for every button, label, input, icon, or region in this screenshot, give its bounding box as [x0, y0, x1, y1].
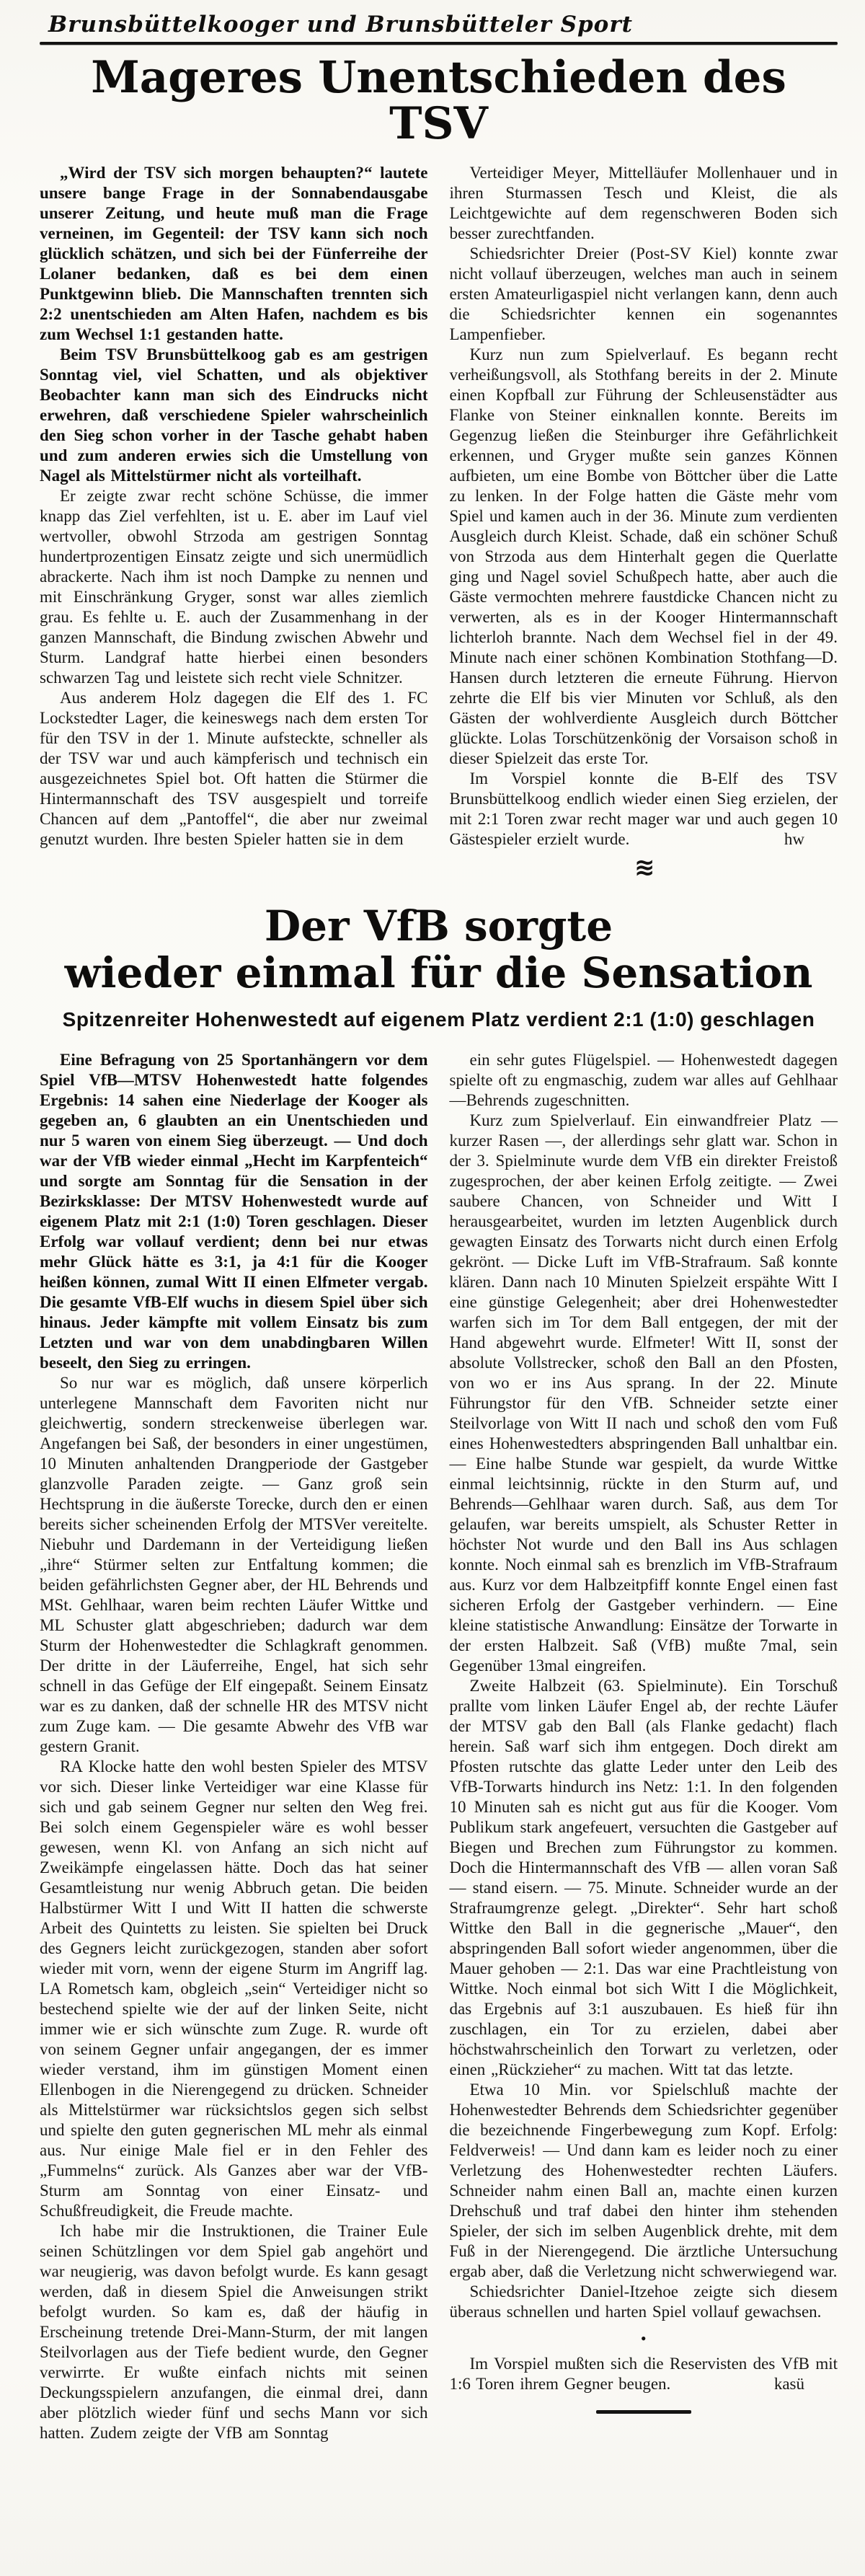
paragraph: Verteidiger Meyer, Mittelläufer Mollenhauer und in ihren Sturmassen Tesch und Kleist, die als Leichtgewichte auf dem regenschweren Boden sich besser zurechtfanden.: [449, 164, 838, 243]
article2-subhead: Spitzenreiter Hohenwestedt auf eigenem Platz verdient 2:1 (1:0) geschlagen: [62, 1008, 815, 1031]
paragraph: RA Klocke hatte den wohl besten Spieler des MTSV vor sich. Dieser linke Verteidiger war eine Klasse für sich und gab seinem Gegner nur selten den Weg frei. Bei solch einem Gegenspieler wäre es wohl besser gewesen, wenn Kl. von Anfang an sich nicht auf Zweikämpfe eingelassen hätte. Doch das hat seiner Gesamtleistung nur wenig Abbruch getan. Die beiden Halbstürmer Witt I und Witt II hatten die schwerste Arbeit des Quintetts zu leisten. Sie spielten bei Druck des Gegners leicht zurückgezogen, standen aber sofort wieder mit vorn, wenn der eigene Sturm im Angriff lag. LA Rometsch kam, obgleich „sein“ Verteidiger nicht so bestechend spielte wie der auf der linken Seite, nicht immer wie er sich wünschte zum Zuge. R. wurde oft von seinem Gegner unfair angegangen, der es immer wieder verstand, ihm im günstigen Moment einen Ellenbogen in die Nierengegend zu drücken. Schneider als Mittelstürmer war rücksichtslos gegen sich selbst und spielte den guten gegnerischen ML mehr als einmal aus. Nur einige Male fiel er in den Fehler des „Fummelns“ zurück. Als Ganzes aber war der VfB-Sturm am Sonntag von einer Einsatz- und Schußfreudigkeit, die Freude machte.: [40, 1757, 428, 2220]
paragraph: Schiedsrichter Daniel-Itzehoe zeigte sich diesem überaus schnellen und harten Spiel vollauf gewachsen.: [449, 2282, 838, 2321]
article1-columns: [40, 163, 838, 883]
end-rule: [596, 2410, 691, 2414]
paragraph: Im Vorspiel konnte die B-Elf des TSV Brunsbüttelkoog endlich wieder einen Sieg erzielen, der mit 2:1 Toren zwar recht mager war und auch gegen 10 Gästespieler erzielt wurde.: [449, 769, 838, 849]
article1-left-column: [40, 163, 428, 878]
author-initials: kasü: [773, 2375, 804, 2393]
paragraph: „Wird der TSV sich morgen behaupten?“ lautete unsere bange Frage in der Sonnabendausgabe unserer Zeitung, und heute muß man die Frage verneinen, im Gegenteil: der TSV kann sich noch glücklich schätzen, und sich bei der Fünferreihe der Lolaner bedanken, daß es bei dem einen Punktgewinn blieb. Die Mannschaften trennten sich 2:2 unentschieden am Alten Hafen, nachdem es bis zum Wechsel 1:1 gestanden hatte.: [40, 164, 428, 344]
paragraph: So nur war es möglich, daß unsere körperlich unterlegene Mannschaft dem Favoriten nicht nur gleichwertig, sondern streckenweise überlegen war. Angefangen bei Saß, der besonders in einer ungestümen, 10 Minuten anhaltenden Drangperiode der Gastgeber glanzvolle Paraden zeigte. — Ganz groß sein Hechtsprung in die äußerste Torecke, durch den er einen bereits sicher scheinenden Erfolg der MTSVer vereitelte. Niebuhr und Dardemann in der Verteidigung ließen „ihre“ Stürmer selten zur Entfaltung kommen; die beiden gefährlichsten Gegner aber, der HL Behrends und MSt. Gehlhaar, waren beim rechten Läufer Wittke und ML Schuster glatt abgeschrieben; dadurch war dem Sturm der Hohenwestedter die Schlagkraft genommen. Der dritte in der Läuferreihe, Engel, hat sich sehr schnell in das Gefüge der Elf eingepaßt. Seinem Einsatz war es zu danken, daß der schnelle HR des MTSV nicht zum Zuge kam. — Die gesamte Abwehr des VfB war gestern Granit.: [40, 1374, 428, 1755]
paragraph: Ich habe mir die Instruktionen, die Trainer Eule seinen Schützlingen vor dem Spiel gab angehört und war neugierig, was davon befolgt wurde. Es kann gesagt werden, daß in diesem Spiel die Anweisungen strikt befolgt wurden. So kam es, daß der häufig in Erscheinung tretende Drei-Mann-Sturm, der mit langen Steilvorlagen aus der Tiefe bedient wurde, den Gegner verwirrte. Er wußte einfach nichts mit seinen Deckungsspielern anzufangen, die einmal drei, dann aber plötzlich wieder fünf und sechs Mann vor sich hatten. Zudem zeigte der VfB am Sonntag: [40, 2222, 428, 2442]
paragraph: Beim TSV Brunsbüttelkoog gab es am gestrigen Sonntag viel, viel Schatten, und als objektiver Beobachter kann man sich des Eindrucks nicht erwehren, daß verschiedene Spieler wahrscheinlich den Sieg schon vorher in der Tasche gehabt haben und zum anderen erwies sich die Umstellung von Nagel als Mittelstürmer nicht als vorteilhaft.: [40, 345, 428, 485]
paragraph: Schiedsrichter Dreier (Post-SV Kiel) konnte zwar nicht vollauf überzeugen, welches man auch in seinem ersten Amateurligaspiel nicht verlangen kann, denn auch die Schiedsrichter kennen ein sogenanntes Lampenfieber.: [449, 244, 838, 344]
paragraph: Aus anderem Holz dagegen die Elf des 1. FC Lockstedter Lager, die keineswegs nach dem ersten Tor für den TSV in der 1. Minute aufsteckte, schneller als der TSV war und auch kämpferisch und technisch ein ausgezeichnetes Spiel bot. Oft hatten die Stürmer die Hintermannschaft des TSV ausgespielt und torreife Chancen auf dem „Pantoffel“, die aber nur zweimal genutzt wurden. Ihre besten Spieler hatten sie in dem: [40, 689, 428, 849]
article2-right-column: [450, 1050, 838, 2443]
article1-right-column: [449, 163, 838, 883]
paragraph: Im Vorspiel mußten sich die Reservisten des VfB mit 1:6 Toren ihrem Gegner beugen.: [449, 2355, 838, 2393]
article-vfb: [40, 903, 838, 2443]
article2-headline: [40, 903, 838, 997]
author-initials: hw: [784, 830, 804, 849]
article2-headline-line2: wieder einmal für die Sensation: [64, 948, 813, 998]
page-header: [40, 12, 838, 45]
paragraph: ein sehr gutes Flügelspiel. — Hohenwestedt dagegen spielte oft zu engmaschig, zudem war alles auf Gehlhaar—Behrends zugeschnitten.: [449, 1051, 838, 1109]
paragraph: Zweite Halbzeit (63. Spielminute). Ein Torschuß prallte vom linken Läufer Engel ab, der rechte Läufer der MTSV gab den Ball (als Flanke gedacht) flach herein. Saß warf sich ihm entgegen. Doch direkt am Pfosten rutschte das glatte Leder unter den Leib des VfB-Torwarts hindurch ins Netz: 1:1. In den folgenden 10 Minuten sah es nicht gut aus für die Kooger. Vom Publikum stark angefeuert, versuchten die Gastgeber auf Biegen und Brechen zum Führungstor zu kommen. Doch die Hintermannschaft des VfB — allen voran Saß — stand eisern. — 75. Minute. Schneider wurde an der Strafraumgrenze gelegt. „Direkter“. Sehr hart schoß Wittke den Ball in die gegnerische „Mauer“, den abspringenden Ball sofort wieder angenommen, über die Mauer gehoben — 2:1. Das war eine Prachtleistung von Wittke. Noch einmal bot sich Witt I die Möglichkeit, das Ergebnis auf 3:1 auszubauen. Es hieß für ihn zuschlagen, ein Tor zu erzielen, dabei aber höchstwahrscheinlich den Torwart zu verletzen, oder einen „Rückzieher“ zu machen. Witt tat das letzte.: [449, 1677, 838, 2078]
kicker-underline: [40, 42, 838, 45]
article2-columns: [40, 1050, 838, 2443]
paragraph: Eine Befragung von 25 Sportanhängern vor dem Spiel VfB—MTSV Hohenwestedt hatte folgendes Ergebnis: 14 sahen eine Niederlage der Kooger als gegeben an, 6 glaubten an ein Unentschieden und nur 5 waren von einem Sieg überzeugt. — Und doch war der VfB wieder einmal „Hecht im Karpfenteich“ und sorgte am Sonntag für die Sensation in der Bezirksklasse: Der MTSV Hohenwestedt wurde auf eigenem Platz mit 2:1 (1:0) Toren geschlagen. Dieser Erfolg war vollauf verdient; denn bei nur etwas mehr Glück hätte es 3:1, ja 4:1 für die Kooger heißen können, zumal Witt II einen Elfmeter vergab. Die gesamte VfB-Elf wuchs in diesem Spiel über sich hinaus. Jeder kämpfte mit vollem Einsatz bis zum Letzten und war von dem unabdingbaren Willen beseelt, den Sieg zu erringen.: [40, 1051, 428, 1372]
section-bullet-icon: •: [640, 2329, 647, 2347]
paragraph: Kurz zum Spielverlauf. Ein einwandfreier Platz — kurzer Rasen —, der allerdings sehr glatt war. Schon in der 3. Spielminute wurde dem VfB ein direkter Freistoß zugesprochen, der aber keinen Erfolg zeitigte. — Zwei saubere Chancen, von Schneider und Witt I herausgearbeitet, wurden im letzten Augenblick durch gewagten Einsatz des Torwarts nicht durch einen Erfolg gekrönt. — Dicke Luft im VfB-Strafraum. Saß konnte klären. Dann nach 10 Minuten Spielzeit erspähte Witt I eine günstige Gelegenheit; aber drei Hohenwestedter warfen sich im Tor dem Ball entgegen, der mit der Hand abgewehrt wurde. Elfmeter! Witt II, sonst der absolute Vollstrecker, schoß den Ball an den Pfosten, von wo er ins Aus sprang. In der 22. Minute Führungstor für den VfB. Schneider setzte einer Steilvorlage von Witt II nach und schoß den vom Fuß eines Hohenwestedters abspringenden Ball unhaltbar ein. — Eine halbe Stunde war gespielt, da wurde Wittke einmal leichtsinnig, rückte in den Sturm auf, und Behrends—Gehlhaar waren durch. Saß, aus dem Tor gelaufen, war bereits umspielt, als Schuster Retter in höchster Not wurde und den Ball ins Aus schlagen konnte. Noch einmal sah es brenzlich im VfB-Strafraum aus. Kurz vor dem Halbzeitpfiff konnte Engel einen fast sicheren Erfolg der Gastgeber verhindern. — Eine kleine statistische Anwandlung: Einsätze der Torwarte in der ersten Halbzeit. Saß (VfB) mußte 7mal, sein Gegenüber 13mal eingreifen.: [449, 1111, 838, 1675]
article-tsv: [40, 52, 838, 883]
section-kicker: Brunsbüttelkooger und Brunsbütteler Sport: [48, 12, 633, 38]
article1-headline: Mageres Unentschieden des TSV: [91, 52, 786, 150]
paragraph: Etwa 10 Min. vor Spielschluß machte der Hohenwestedter Behrends dem Schiedsrichter gegenüber die bezeichnende Fingerbewegung zum Kopf. Erfolg: Feldverweis! — Und dann kam es leider noch zu einer Verletzung des Hohenwestedter rechten Läufers. Schneider nahm einen Ball an, machte einen kurzen Drehschuß und traf dabei den hinter ihm stehenden Spieler, der sich im selben Augenblick drehte, mit dem Fuß in der Nierengegend. Die ärztliche Untersuchung ergab aber, daß die Verletzung nicht schwerwiegend war.: [449, 2081, 838, 2280]
paragraph: Kurz nun zum Spielverlauf. Es begann recht verheißungsvoll, als Stothfang bereits in der 2. Minute einen Kopfball zur Führung der Schleusenstädter aus Flanke von Steiner einknallen konnte. Bereits im Gegenzug ließen die Steinburger ihre Gefährlichkeit erkennen, und Gryger mußte sein ganzes Können aufbieten, um eine Bombe von Böttcher über die Latte zu lenken. In der Folge hatten die Gäste mehr vom Spiel und kamen auch in der 36. Minute zum verdienten Ausgleich durch Kleist. Schade, daß ein schöner Schuß von Strzoda aus dem Hinterhalt gegen die Querlatte ging und Nagel soviel Schußpech hatte, aber auch die Gäste vermochten mehrere faustdicke Chancen nicht zu verwerten, als es in der Kooger Hintermannschaft lichterloh brannte. Nach dem Wechsel fiel in der 49. Minute nach einer schönen Kombination Stothfang—D. Hansen durch letzteren die erneute Führung. Hiervon zehrte die Elf bis vier Minuten vor Schluß, als den Gästen der wohlverdiente Ausgleich durch Böttcher glückte. Lolas Torschützenkönig der Vorsaison schoß in dieser Spielzeit das erste Tor.: [449, 345, 838, 768]
paragraph: Er zeigte zwar recht schöne Schüsse, die immer knapp das Ziel verfehlten, ist u. E. aber im Lauf viel wertvoller, obwohl Strzoda am gestrigen Sonntag hundertprozentigen Einsatz zeigte und sich unermüdlich abrackerte. Nach ihm ist noch Dampke zu nennen und mit Einschränkung Gryger, sonst war alles ziemlich grau. Es fehlte u. E. auch der Zusammenhang in der ganzen Mannschaft, die Bindung zwischen Abwehr und Sturm. Landgraf hatte hierbei einen besonders schwarzen Tag und leistete sich recht viele Schnitzer.: [40, 487, 428, 687]
article2-headline-line1: Der VfB sorgte: [264, 901, 613, 951]
wave-divider-icon: ≋: [634, 853, 653, 883]
article2-left-column: [40, 1050, 428, 2443]
